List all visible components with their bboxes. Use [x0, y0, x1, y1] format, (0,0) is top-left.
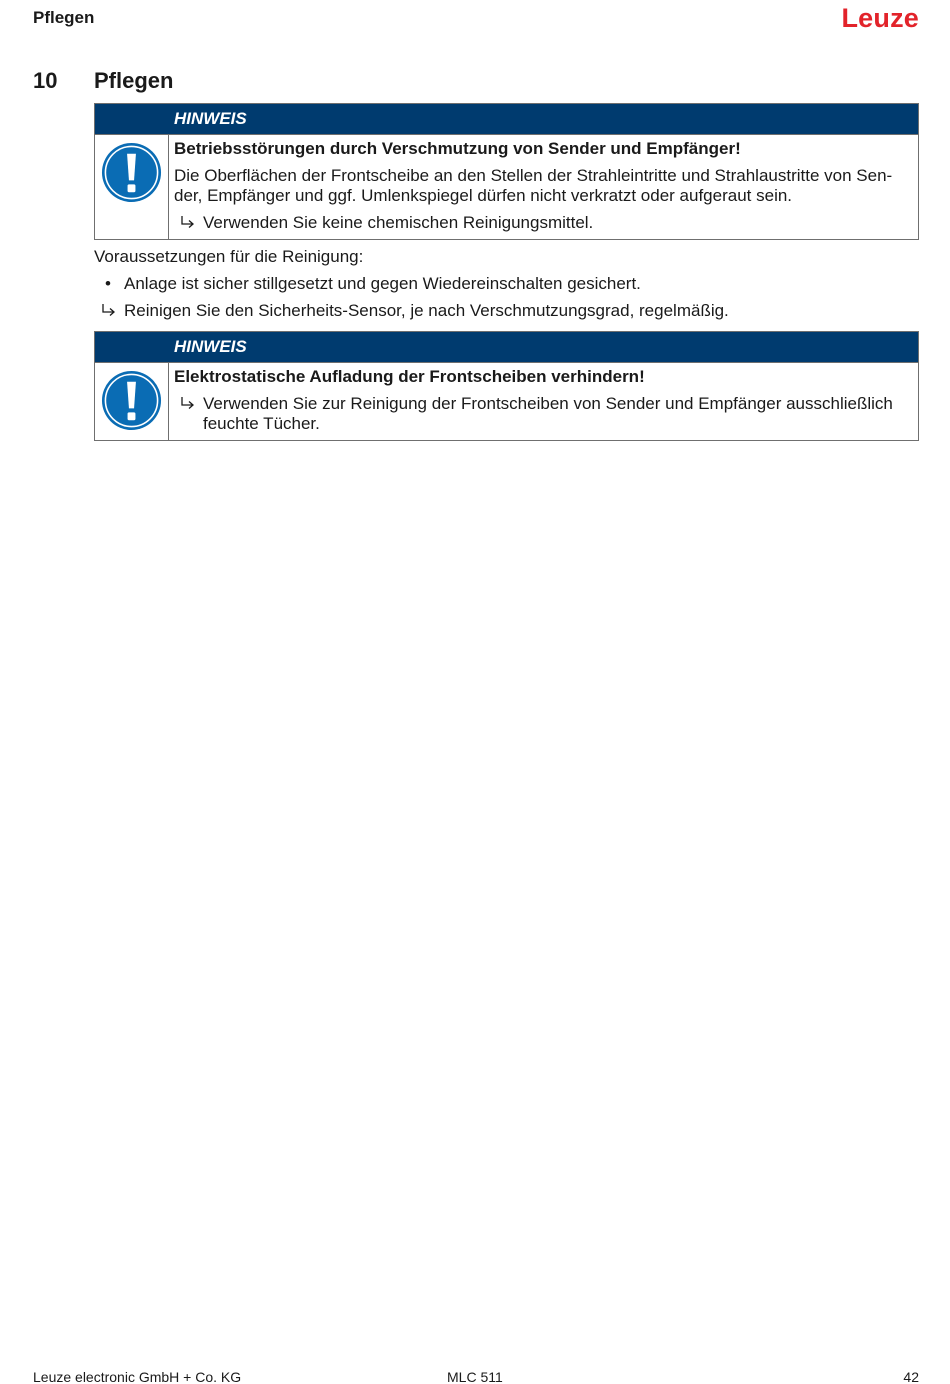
- notice-box-contamination: [94, 103, 919, 240]
- notice-step-text: Verwenden Sie zur Reinigung der Frontscheiben von Sender und Empfänger ausschließlich: [203, 394, 893, 413]
- notice-content: [174, 135, 918, 239]
- notice-label: HINWEIS: [174, 337, 247, 356]
- notice-icon-cell: [95, 135, 169, 239]
- notice-box-electrostatic: [94, 331, 919, 441]
- step-arrow-icon: [179, 395, 197, 413]
- action-step-text: Reinigen Sie den Sicherheits-Sensor, je nach Verschmutzungsgrad, regelmäßig.: [124, 301, 729, 320]
- exclamation-icon: [100, 141, 163, 204]
- bullet-marker: •: [105, 274, 111, 293]
- notice-text-line: Die Oberflächen der Frontscheibe an den Stellen der Strahleintritte und Strahlaustritte von Sen-: [174, 166, 893, 185]
- notice-step-text: Verwenden Sie keine chemischen Reinigungsmittel.: [203, 213, 594, 232]
- requirement-item: Anlage ist sicher stillgesetzt und gegen Wiedereinschalten gesichert.: [124, 274, 641, 293]
- notice-body: [95, 135, 918, 239]
- requirements-intro: Voraussetzungen für die Reinigung:: [94, 247, 364, 266]
- chapter-title: Pflegen: [94, 68, 174, 93]
- notice-heading: Betriebsstörungen durch Verschmutzung von Sender und Empfänger!: [174, 139, 741, 158]
- notice-text-line: der, Empfänger und ggf. Umlenkspiegel dürfen nicht verkratzt oder aufgeraut sein.: [174, 186, 793, 205]
- notice-step-text: feuchte Tücher.: [203, 414, 320, 433]
- footer-product: MLC 511: [447, 1369, 503, 1384]
- notice-header: [95, 332, 918, 363]
- running-header-title: Pflegen: [33, 8, 95, 27]
- exclamation-icon: [100, 369, 163, 432]
- step-arrow-icon: [100, 302, 118, 320]
- notice-text: [174, 166, 908, 206]
- notice-heading: Elektrostatische Aufladung der Frontscheiben verhindern!: [174, 367, 645, 386]
- notice-content: [174, 363, 918, 440]
- chapter-number: 10: [33, 68, 58, 93]
- step-arrow-icon: [179, 214, 197, 232]
- notice-icon-cell: [95, 363, 169, 440]
- notice-label: HINWEIS: [174, 109, 247, 128]
- footer-page-number: 42: [903, 1369, 919, 1384]
- notice-header: [95, 104, 918, 135]
- footer-company: Leuze electronic GmbH + Co. KG: [33, 1369, 242, 1384]
- notice-step: [174, 213, 908, 233]
- notice-step: [174, 394, 908, 434]
- notice-body: [95, 363, 918, 440]
- leuze-logo: Leuze: [841, 3, 919, 33]
